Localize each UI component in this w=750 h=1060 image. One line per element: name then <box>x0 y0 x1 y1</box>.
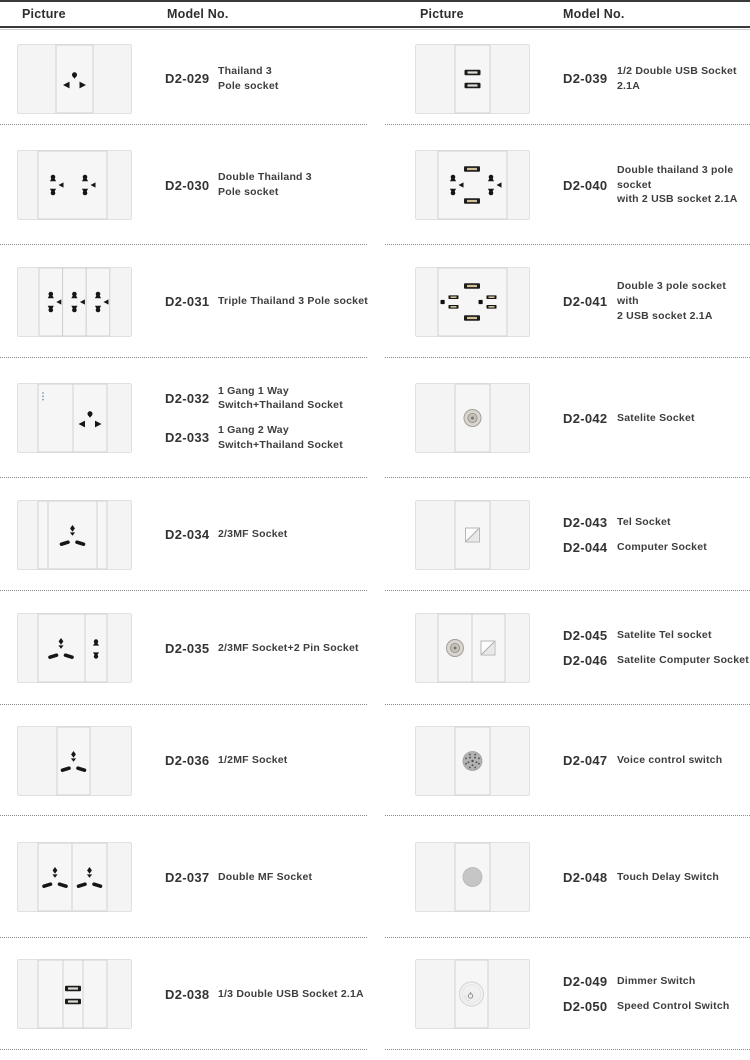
model-number: D2-038 <box>165 986 210 1002</box>
header-model-left: Model No. <box>167 7 229 21</box>
model-description: Tel Socket <box>617 515 671 528</box>
catalog-table <box>0 28 750 1050</box>
model-description: Touch Delay Switch <box>617 870 720 883</box>
model-description: Double thailand 3 pole socket with 2 USB socket 2.1A <box>617 163 738 206</box>
dimmer-switch-plate-icon <box>375 959 563 1029</box>
model-number: D2-045 <box>563 628 608 643</box>
model-number: D2-044 <box>563 539 608 555</box>
table-row <box>0 478 750 591</box>
model-number: D2-046 <box>563 653 608 668</box>
3pole-usb-socket-plate-icon <box>375 267 563 337</box>
model-description: Double Thailand 3 Pole socket <box>218 171 312 198</box>
model-number: D2-050 <box>563 999 608 1014</box>
thailand-3-pole-socket-plate-icon <box>0 44 165 114</box>
model-number: D2-031 <box>165 294 210 309</box>
model-number: D2-032 <box>165 390 210 406</box>
model-number: D2-049 <box>563 974 608 989</box>
table-row <box>0 358 750 478</box>
product-cell <box>0 32 375 125</box>
model-description: Satelite Tel socket <box>617 629 712 642</box>
table-row <box>0 245 750 358</box>
table-row <box>0 125 750 245</box>
model-description: Triple Thailand 3 Pole socket <box>218 295 368 308</box>
product-cell <box>0 816 375 938</box>
product-cell <box>375 32 750 125</box>
model-number: D2-042 <box>563 410 608 426</box>
product-cell <box>0 591 375 705</box>
model-description: 2/3MF Socket <box>218 528 288 541</box>
satellite-tel-socket-plate-icon <box>375 613 563 683</box>
product-cell <box>375 358 750 478</box>
voice-control-switch-plate-icon <box>375 726 563 796</box>
double-thailand-3-pole-socket-plate-icon <box>0 150 165 220</box>
table-row <box>0 938 750 1050</box>
product-cell <box>0 938 375 1050</box>
model-description: Satelite Computer Socket <box>617 654 749 667</box>
model-number: D2-043 <box>563 514 608 530</box>
satellite-socket-plate-icon <box>375 383 563 453</box>
product-cell <box>375 705 750 816</box>
model-number: D2-041 <box>563 294 608 309</box>
product-cell <box>375 245 750 358</box>
model-number: D2-047 <box>563 753 608 768</box>
model-description: Double MF Socket <box>218 870 313 883</box>
mf-2pin-socket-plate-icon <box>0 613 165 683</box>
model-number: D2-048 <box>563 869 608 885</box>
model-description: Computer Socket <box>617 540 707 553</box>
double-mf-socket-plate-icon <box>0 842 165 912</box>
header-picture-left: Picture <box>22 7 66 21</box>
model-number: D2-036 <box>165 753 210 768</box>
model-description: Thailand 3 Pole socket <box>218 64 279 92</box>
model-description: 1/2 Double USB Socket 2.1A <box>617 64 737 92</box>
model-description: Dimmer Switch <box>617 975 696 988</box>
model-number: D2-040 <box>563 177 608 193</box>
touch-delay-switch-plate-icon <box>375 842 563 912</box>
product-cell <box>0 125 375 245</box>
header-model-right: Model No. <box>563 7 625 21</box>
model-description: 1/2MF Socket <box>218 754 288 767</box>
header-picture-right: Picture <box>420 7 464 21</box>
product-cell <box>0 705 375 816</box>
product-cell <box>375 478 750 591</box>
model-description: Speed Control Switch <box>617 1000 730 1013</box>
product-cell <box>0 245 375 358</box>
mf-socket-2-3-plate-icon <box>0 500 165 570</box>
tel-socket-plate-icon <box>375 500 563 570</box>
model-number: D2-035 <box>165 640 210 656</box>
model-description: 2/3MF Socket+2 Pin Socket <box>218 641 359 654</box>
triple-thailand-3-pole-socket-plate-icon <box>0 267 165 337</box>
product-cell <box>375 591 750 705</box>
model-description: 1/3 Double USB Socket 2.1A <box>218 987 364 1000</box>
product-cell <box>0 358 375 478</box>
mf-socket-1-2-plate-icon <box>0 726 165 796</box>
model-description: 1 Gang 2 Way Switch+Thailand Socket <box>218 424 343 451</box>
table-row <box>0 591 750 705</box>
double-usb-1-2-plate-icon <box>375 44 563 114</box>
model-description: Satelite Socket <box>617 411 695 424</box>
product-cell <box>375 938 750 1050</box>
switch-thailand-socket-plate-icon <box>0 383 165 453</box>
product-cell <box>375 816 750 938</box>
model-number: D2-037 <box>165 869 210 885</box>
double-usb-1-3-plate-icon <box>0 959 165 1029</box>
model-number: D2-030 <box>165 177 210 193</box>
table-row <box>0 816 750 938</box>
product-cell <box>375 125 750 245</box>
table-header <box>0 0 750 28</box>
model-number: D2-039 <box>563 71 608 86</box>
table-row <box>0 32 750 125</box>
model-number: D2-029 <box>165 71 210 86</box>
model-description: 1 Gang 1 Way Switch+Thailand Socket <box>218 384 343 412</box>
model-number: D2-033 <box>165 430 210 446</box>
thailand-usb-socket-plate-icon <box>375 150 563 220</box>
model-description: Voice control switch <box>617 754 723 767</box>
model-description: Double 3 pole socket with 2 USB socket 2.1A <box>617 280 727 322</box>
model-number: D2-034 <box>165 527 210 542</box>
table-row <box>0 705 750 816</box>
product-cell <box>0 478 375 591</box>
